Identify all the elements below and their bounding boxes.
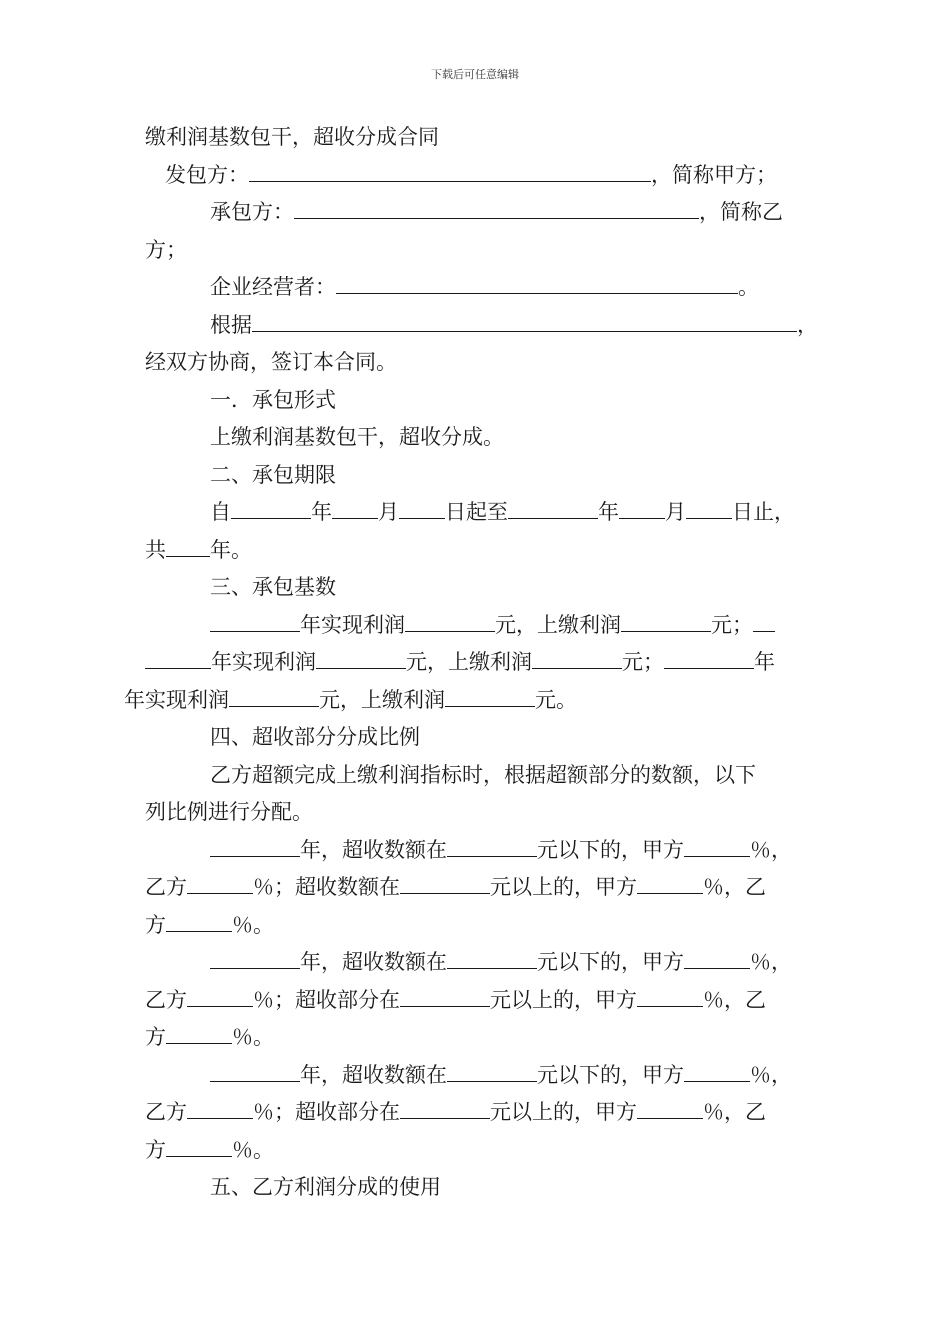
ratio-3-b-pct-blank[interactable] [187,1097,253,1119]
base-line-3 [124,682,823,720]
contract-title: 缴利润基数包干，超收分成合同 [145,125,439,149]
pct-label: ％， [750,1062,792,1087]
section-4-intro: 乙方超额完成上缴利润指标时，根据超额部分的数额，以下 [210,762,756,787]
ratio-3-year-blank[interactable] [210,1060,300,1082]
ratio-3-b2-pct-blank[interactable] [166,1135,232,1157]
ratio-2-line-3 [145,1019,823,1057]
fang-label: 方 [145,1025,166,1049]
start-year-blank[interactable] [231,497,311,519]
profit-label: 年实现利润 [211,650,316,674]
pct-label: ％， [750,837,792,862]
ratio-1-b-pct-blank[interactable] [187,872,253,894]
operator-label: 企业经营者： [210,275,336,299]
party-b-label: 承包方： [210,200,294,224]
start-day-blank[interactable] [399,497,445,519]
yi-label: 乙 [745,1100,766,1124]
ratio-1-a-pct-blank[interactable] [684,835,750,857]
end-month-blank[interactable] [619,497,665,519]
ratio-3-below-amount-blank[interactable] [447,1060,537,1082]
below-label: 元以下的，甲方 [537,1062,684,1087]
remit-label: 元，上缴利润 [406,650,532,674]
above-label: 元以上的，甲方 [490,987,637,1012]
operator-blank[interactable] [336,272,738,294]
party-b-line [145,194,823,232]
year-label: 年 [754,650,775,674]
ratio-1-year-blank[interactable] [210,835,300,857]
remit-1-blank[interactable] [621,610,711,632]
section-1-body: 上缴利润基数包干，超收分成。 [210,425,504,449]
base-year-3-blank[interactable] [664,647,754,669]
basis-line-2: 经双方协商，签订本合同。 [145,350,397,374]
total-years-blank[interactable] [166,535,210,557]
section-2-title: 二、承包期限 [210,462,336,487]
pct-label: ％， [703,1100,745,1124]
party-a-line [145,157,823,195]
end-year-blank[interactable] [508,497,598,519]
section-3-title: 三、承包基数 [210,575,336,599]
term-until-label: 日起至 [445,500,508,524]
exceed-amount-label: 年，超收数额在 [300,950,447,974]
ratio-2-a-pct-blank[interactable] [684,947,750,969]
yuan-label: 元； [622,650,664,674]
section-4-intro-2: 列比例进行分配。 [145,800,313,824]
party-b-line-2: 方； [145,237,187,262]
pct-label: ％， [750,950,792,974]
ratio-2-a2-pct-blank[interactable] [637,985,703,1007]
exceed-amount-label: 年，超收数额在 [300,1062,447,1087]
yuan-end-label: 元。 [535,687,577,712]
profit-2-blank[interactable] [316,647,406,669]
term-end-month-label: 月 [665,500,686,524]
profit-label: 年实现利润 [300,612,405,637]
term-end-year-label: 年 [598,500,619,524]
term-end-label: 日止， [732,500,795,524]
term-from-label: 自 [210,500,231,524]
ratio-3-line-3 [145,1132,823,1170]
ratio-3-line-2 [145,1094,823,1132]
profit-3-blank[interactable] [229,685,319,707]
party-b-ratio-label: 乙方 [145,875,187,899]
fang-label: 方 [145,912,166,937]
section-4-title: 四、超收部分分成比例 [210,725,420,749]
pct-end-label: ％。 [232,912,274,937]
ratio-3-line-1 [145,1057,823,1095]
ratio-2-b2-pct-blank[interactable] [166,1022,232,1044]
yi-label: 乙 [745,875,766,899]
ratio-2-year-blank[interactable] [210,947,300,969]
pct-end-label: ％。 [232,1025,274,1049]
operator-suffix: 。 [738,275,759,299]
above-label: 元以上的，甲方 [490,875,637,899]
party-b-blank[interactable] [294,197,699,219]
ratio-1-b2-pct-blank[interactable] [166,910,232,932]
term-month-label: 月 [378,500,399,524]
profit-label: 年实现利润 [124,687,229,712]
contract-body [124,119,823,1207]
base-line-1 [145,607,823,645]
ratio-2-line-1 [145,944,823,982]
below-label: 元以下的，甲方 [537,837,684,862]
basis-line [145,307,823,345]
ratio-2-b-pct-blank[interactable] [187,985,253,1007]
term-line-2 [145,532,823,570]
pct-end-label: ％。 [232,1137,274,1162]
remit-label: 元，上缴利润 [319,687,445,712]
fang-label: 方 [145,1137,166,1162]
term-line [145,494,823,532]
remit-3-blank[interactable] [445,685,535,707]
remit-2-blank[interactable] [532,647,622,669]
end-day-blank[interactable] [686,497,732,519]
ratio-1-a2-pct-blank[interactable] [637,872,703,894]
ratio-1-line-1 [145,832,823,870]
party-b-ratio-label: 乙方 [145,1100,187,1124]
below-label: 元以下的，甲方 [537,950,684,974]
party-a-suffix: ，简称甲方； [651,162,777,187]
basis-label: 根据 [210,312,252,337]
exceed-part-label: 超收部分在 [295,987,400,1012]
exceed-amount-label: 年，超收数额在 [300,837,447,862]
operator-line [145,269,823,307]
base-line-2 [145,644,823,682]
yuan-label: 元； [711,612,753,637]
yi-label: 乙 [745,987,766,1012]
ratio-1-below-amount-blank[interactable] [447,835,537,857]
party-b-ratio-label: 乙方 [145,987,187,1012]
party-b-suffix: ，简称乙 [699,200,783,224]
section-1-title: 一．承包形式 [210,387,336,412]
ratio-2-above-amount-blank[interactable] [400,985,490,1007]
ratio-1-line-2 [145,869,823,907]
ratio-2-below-amount-blank[interactable] [447,947,537,969]
remit-label: 元，上缴利润 [495,612,621,637]
pct-label: ％； [253,987,295,1012]
start-month-blank[interactable] [332,497,378,519]
ratio-3-above-amount-blank[interactable] [400,1097,490,1119]
term-total-label: 共 [145,537,166,562]
pct-label: ％， [703,987,745,1012]
base-year-2-blank-b[interactable] [145,647,211,669]
party-a-label: 发包方： [165,162,249,187]
term-total-suffix: 年。 [210,537,252,562]
party-a-blank[interactable] [249,160,651,182]
base-year-1-blank[interactable] [210,610,300,632]
basis-suffix: ， [797,312,818,337]
basis-blank[interactable] [252,310,797,332]
section-5-title: 五、乙方利润分成的使用 [210,1175,441,1199]
pct-label: ％； [253,1100,295,1124]
term-year-label: 年 [311,500,332,524]
ratio-2-line-2 [145,982,823,1020]
ratio-3-a2-pct-blank[interactable] [637,1097,703,1119]
ratio-3-a-pct-blank[interactable] [684,1060,750,1082]
base-year-2-blank-a[interactable] [753,610,775,632]
exceed-part-label: 超收部分在 [295,1100,400,1124]
pct-label: ％； [253,875,295,899]
ratio-1-line-3 [145,907,823,945]
pct-label: ％， [703,875,745,899]
profit-1-blank[interactable] [405,610,495,632]
ratio-1-above-amount-blank[interactable] [400,872,490,894]
above-label: 元以上的，甲方 [490,1100,637,1124]
page-header: 下载后可任意编辑 [431,68,519,81]
exceed-label: 超收数额在 [295,875,400,899]
